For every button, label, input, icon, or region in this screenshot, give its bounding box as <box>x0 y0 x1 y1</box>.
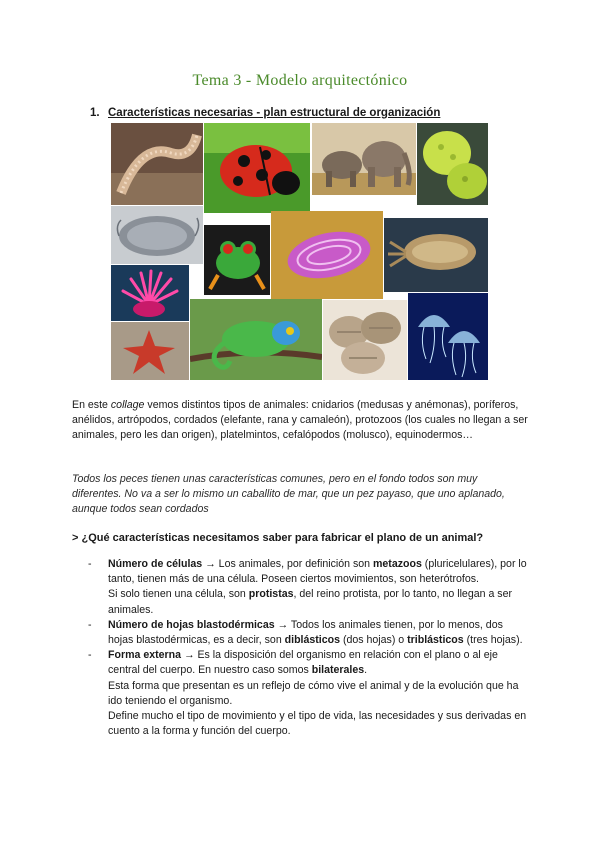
collage-word: collage <box>110 399 145 411</box>
list-item-text: Define mucho el tipo de movimiento y el tipo de vida, las necesidades y sus derivadas en cuento a la forma y función del cuerpo. <box>108 710 527 738</box>
term-external-form: Forma externa <box>108 649 182 662</box>
list-item-text <box>108 557 528 587</box>
anemone-photo <box>111 265 189 321</box>
animal-collage <box>111 123 488 380</box>
worm-photo <box>111 123 203 205</box>
frog-photo <box>204 225 270 295</box>
term-diblasticos: diblásticos <box>284 634 340 647</box>
list-item-text: Esta forma que presentan es un reflejo de cómo vive el animal y de la evolución que ha ido teniendo el organismo. <box>108 679 519 707</box>
ladybug-photo <box>204 123 310 213</box>
flatworm-photo <box>271 211 383 299</box>
term-germ-layers: Número de hojas blastodérmicas <box>108 618 275 631</box>
text-span: Si solo tienen una célula, son <box>108 588 249 601</box>
text-span: (dos hojas) o <box>340 634 408 647</box>
chameleon-photo <box>190 299 322 380</box>
list-item-cell-count <box>88 557 528 618</box>
list-item-text <box>108 618 528 648</box>
text-span: → Todos los animales tienen, por lo menos, dos hojas blastodérmicas, es a decir, son <box>108 618 503 647</box>
collage-description-start: En este <box>72 399 111 411</box>
term-bilaterales: bilaterales <box>311 664 365 677</box>
starfish-photo <box>111 322 189 380</box>
term-triblasticos: triblásticos <box>407 634 464 647</box>
list-item-germ-layers <box>88 618 528 648</box>
list-dash: - <box>88 618 92 631</box>
cuttlefish-photo <box>384 218 488 292</box>
list-dash: - <box>88 558 92 570</box>
protozoan-photo <box>111 206 203 264</box>
term-protistas: protistas <box>248 588 294 601</box>
list-dash: - <box>88 649 92 662</box>
term-metazoos: metazoos <box>372 558 422 570</box>
term-cell-count: Número de células <box>108 558 203 570</box>
page-title: Tema 3 - Modelo arquitectónico <box>192 72 408 89</box>
sponge-photo <box>417 123 488 205</box>
elephants-photo <box>312 123 416 195</box>
text-span: → Los animales, por definición son <box>202 558 373 570</box>
text-span: (tres hojas). <box>463 634 523 647</box>
list-item-text <box>108 587 528 617</box>
section-heading-text: Características necesarias - plan estructural de organización <box>108 107 441 119</box>
characteristics-list <box>88 557 528 739</box>
collage-description-rest: vemos distintos tipos de animales: cnidarios (medusas y anémonas), poríferos, anélidos, artrópodos, cordados (elefante, rana y camaleón), protozoos (los cuales no llegan a ser animales, pero les dan origen), platelmintos, cefalópodos (molusco), equinodermos… <box>72 399 528 442</box>
text-span: (pluricelulares), por lo tanto, tienen más de una célula. Poseen ciertos movimientos, son heterótrofos. <box>108 558 527 586</box>
section-heading <box>90 107 440 119</box>
section-number: 1. <box>90 107 100 119</box>
collage-description <box>72 398 528 444</box>
jellyfish-photo <box>408 293 488 380</box>
text-span: , del reino protista, por lo tanto, no llegan a ser animales. <box>108 588 512 616</box>
fish-note: Todos los peces tienen unas características comunes, pero en el fondo todos son muy diferentes. No va a ser lo mismo un caballito de mar, que un pez payaso, que uno aplanado, aunque todos sean cordados <box>72 473 505 516</box>
text-span: → Es la disposición del organismo en relación con el plano o al eje central del cuerpo. En nuestro caso somos <box>108 649 498 677</box>
question-heading: > ¿Qué características necesitamos saber para fabricar el plano de un animal? <box>72 532 484 544</box>
list-item-external-form <box>88 648 528 739</box>
text-span: . <box>364 664 368 677</box>
shells-photo <box>323 300 407 380</box>
list-item-text <box>108 648 528 678</box>
